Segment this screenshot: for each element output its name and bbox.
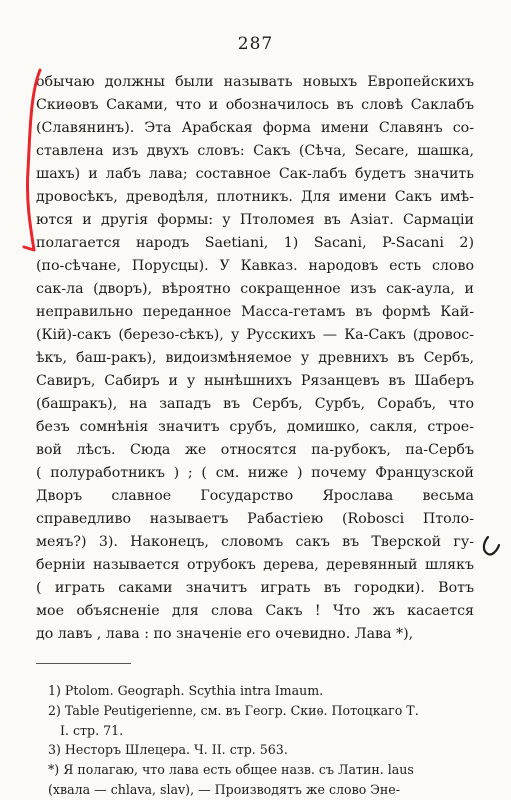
text-line: сак-ла (дворъ), вѣроятно сокращенное изъ сак-аула, и: [36, 281, 474, 297]
text-line: (по-сѣчане, Порусцы). У Кавказ. народовъ есть слово: [36, 258, 474, 274]
footnote: *) Я полагаю, что лава есть общее назв. съ Латин. laus: [48, 762, 414, 778]
footnote-divider: [36, 663, 131, 664]
text-line: меяъ?) 3). Наконецъ, словомъ сакъ въ Тверской гу-: [36, 534, 474, 550]
text-line: ются и другія формы: у Птоломея въ Азіат. Сармаціи: [36, 212, 474, 228]
footnote: 2) Table Peutigerienne, см. въ Геогр. Скиѳ. Потоцкаго Т.: [48, 702, 419, 718]
footnote: (хвала — chlava, slav), — Производятъ же слово Эне-: [48, 781, 401, 797]
footnotes: [48, 681, 474, 800]
text-line: шахъ) и лабъ лава; составное Сак-лабъ будетъ значить: [36, 166, 474, 182]
text-line: ( играть саками значитъ играть въ городки). Вотъ: [36, 580, 474, 596]
ink-hook-mark: [484, 537, 499, 554]
text-line: Дворъ славное Государство Ярослава весьма: [36, 488, 474, 504]
footnote: 1) Ptolom. Geograph. Scythia intra Imaum.: [48, 683, 324, 698]
text-line: мое объясненіе для слова Сакъ ! Что жъ касается: [36, 603, 474, 619]
text-line: (башракъ), на западъ въ Сербъ, Сурбъ, Сорабъ, что: [36, 396, 474, 412]
text-line: до лавъ , лава : по значеніе его очевидно. Лава *),: [36, 626, 414, 642]
text-line: Савиръ, Сабиръ и у нынѣшнихъ Рязанцевъ въ Шаберъ: [36, 373, 474, 389]
text-line: безъ сомнѣнія значитъ срубъ, домишко, сакля, строе-: [36, 419, 474, 435]
footnote: 3) Несторъ Шлецера. Ч. II. стр. 563.: [48, 742, 288, 758]
text-line: ѣкъ, баш-ракъ), видоизмѣняемое у древнихъ въ Сербъ,: [36, 350, 474, 366]
text-line: Скиѳовъ Саками, что и обозначилось въ словѣ Саклабъ: [36, 97, 474, 113]
text-line: ( полуработникъ ) ; ( см. ниже ) почему Французской: [36, 465, 474, 481]
text-line: вой лѣсъ. Сюда же относятся па-рубокъ, па-Сербъ: [36, 442, 474, 458]
text-line: обычаю должны были называть новыхъ Европейскихъ: [36, 74, 474, 90]
text-line: дровосѣкъ, древодѣля, плотникъ. Для имени Сакъ имѣ-: [36, 189, 474, 205]
text-line: неправильно переданное Масса-гетамъ въ формѣ Кай-: [36, 304, 474, 320]
text-line: справедливо называетъ Рабастіею (Robosci Птоло-: [36, 511, 474, 527]
text-line: (Славянинъ). Эта Арабская форма имени Славянъ со-: [36, 120, 474, 136]
footnote: I. стр. 71.: [60, 722, 124, 738]
text-line: берніи называется отрубокъ дерева, деревянный шлякъ: [36, 557, 474, 573]
main-text: [36, 71, 474, 646]
text-line: (Кій)-сакъ (березо-сѣкъ), у Русскихъ — Ка-Сакъ (дровос-: [36, 327, 474, 343]
page-number: 287: [237, 34, 274, 54]
text-line: ставлена изъ двухъ словъ: Сакъ (Сѣча, Secare, шашка,: [36, 143, 474, 159]
text-line: полагается народъ Saetiani, 1) Sacani, P-Sacani 2): [36, 235, 474, 251]
